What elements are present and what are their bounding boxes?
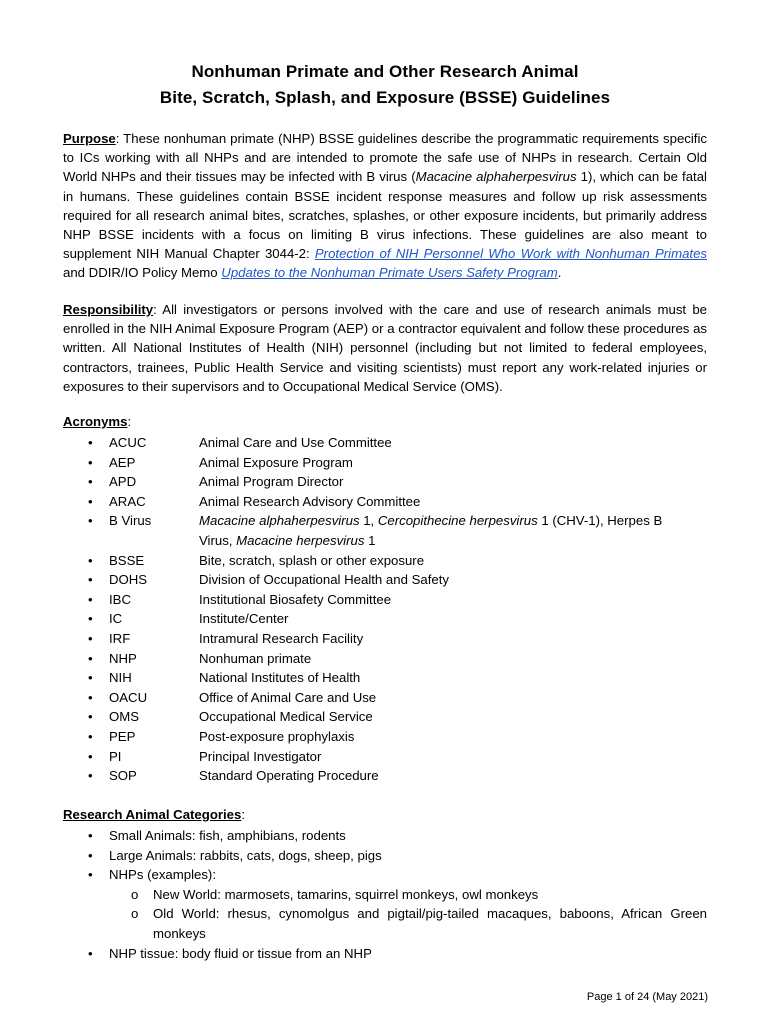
responsibility-text: : All investigators or persons involved with the care and use of research animals must be enrolled in the NIH Animal Exposure Program (AEP) or a contractor equivalent and follow these procedures as written. All National Institutes of Health (NIH) personnel (including but not limited to federal employees, contractors, trainees, Public Health Service and visiting scientists) must report any work-related injuries or exposures to their supervisors and to Occupational Medical Service (OMS). [63,302,707,394]
acronym-definition: Institutional Biosafety Committee [199,591,392,607]
categories-colon: : [241,807,246,822]
bullet-icon: • [88,828,93,843]
acronym: PI [109,748,122,764]
hollow-bullet-icon: o [131,886,139,902]
link-nhp-users-safety-program[interactable]: Updates to the Nonhuman Primate Users Safety Program [221,265,558,281]
acronym: ARAC [109,493,146,509]
list-item [63,766,703,786]
acronym-definition [199,511,679,550]
bullet-icon: • [88,552,93,568]
acronym-definition: National Institutes of Health [199,670,361,686]
list-item [63,492,703,512]
purpose-text-1: : These nonhuman primate (NHP) BSSE guidelines describe the programmatic requirements specific to ICs working with all NHPs and are intended to promote the safe use of NHPs in research. Certain Old World NHPs and their tissues may be infected with B virus ( [63,131,707,185]
document-title-line2: Bite, Scratch, Splash, and Exposure (BSSE) Guidelines [159,88,611,107]
list-item [63,590,703,610]
bullet-icon: • [88,945,93,961]
bullet-icon: • [88,650,93,666]
subcategory-text: New World: marmosets, tamarins, squirrel monkeys, owl monkeys [153,886,539,902]
categories-list [63,826,713,963]
subcategory-text: Old World: rhesus, cynomolgus and pigtail/pig-tailed macaques, baboons, African Green monkeys [153,906,707,941]
acronym: NHP [109,650,137,666]
acronym: SOP [109,768,137,784]
bullet-icon: • [88,728,93,744]
category-text: Large Animals: rabbits, cats, dogs, sheep, pigs [109,847,382,863]
bullet-icon: • [88,867,93,883]
acronym-definition: Division of Occupational Health and Safety [199,572,449,588]
list-item [63,609,703,629]
categories-heading: Research Animal Categories [63,807,242,822]
list-item [63,707,703,727]
acronyms-list [63,433,703,786]
bullet-icon: • [88,689,93,705]
document-title-line1: Nonhuman Primate and Other Research Animal [191,62,579,81]
acronym-definition: Animal Exposure Program [199,454,353,470]
hollow-bullet-icon: o [131,906,139,922]
acronym: NIH [109,670,132,686]
category-text: NHPs (examples): [109,867,216,883]
bullet-icon: • [88,611,93,627]
virus-name: Cercopithecine herpesvirus [377,513,538,529]
bullet-icon: • [88,454,93,470]
acronym-definition: Animal Care and Use Committee [199,435,392,450]
list-item [63,433,703,453]
bullet-icon: • [88,709,93,725]
definition-text: 1, [359,513,378,529]
acronym: DOHS [109,572,148,588]
acronym: IBC [109,591,131,607]
acronym: BSSE [109,552,145,568]
bullet-icon: • [88,513,93,529]
list-item [63,551,703,571]
acronyms-heading: Acronyms [63,414,128,429]
acronym-definition: Institute/Center [199,611,289,627]
bullet-icon: • [88,768,93,784]
definition-text: 1 (CHV-1), Herpes B Virus, [199,513,663,548]
page-footer: Page 1 of 24 (May 2021) [586,991,708,1003]
bullet-icon: • [88,748,93,764]
acronym-definition: Bite, scratch, splash or other exposure [199,552,425,568]
category-text: NHP tissue: body fluid or tissue from an NHP [109,945,372,961]
bullet-icon: • [88,474,93,490]
purpose-text-4: . [557,265,562,281]
virus-name: Macacine alphaherpesvirus [199,513,360,529]
responsibility-paragraph [63,300,707,396]
purpose-paragraph [63,129,707,283]
bullet-icon: • [88,435,93,450]
acronym-definition: Standard Operating Procedure [199,768,379,784]
acronym: PEP [109,728,136,744]
purpose-text-3: and DDIR/IO Policy Memo [63,265,222,281]
bullet-icon: • [88,591,93,607]
list-item [63,453,703,473]
acronym: IC [109,611,123,627]
acronym-definition: Intramural Research Facility [199,630,364,646]
bullet-icon: • [88,847,93,863]
virus-name: Macacine herpesvirus [236,532,365,548]
category-text: Small Animals: fish, amphibians, rodents [109,828,346,843]
bullet-icon: • [88,670,93,686]
acronym: OACU [109,689,148,705]
bullet-icon: • [88,630,93,646]
list-item [63,511,703,550]
responsibility-heading: Responsibility [63,302,154,317]
definition-text: 1 [364,532,376,548]
purpose-text-2: 1), which can be fatal in humans. These guidelines contain BSSE incident response measures and follow up risk assessments required for all research animal bites, scratches, splashes, or other exposure incidents, but primarily address NHP BSSE incidents with a focus on limiting B virus infections. These guidelines are also meant to supplement NIH Manual Chapter 3044-2: [63,169,707,262]
acronym: OMS [109,709,140,725]
acronym-definition: Principal Investigator [199,748,322,764]
link-protection-of-nih-personnel[interactable]: Protection of NIH Personnel Who Work with Nonhuman Primates [314,246,707,262]
bullet-icon: • [88,493,93,509]
list-item [63,727,703,747]
acronym: IRF [109,630,131,646]
acronym-definition: Animal Research Advisory Committee [199,493,421,509]
list-item [63,826,713,846]
list-item [63,846,713,866]
list-item [63,629,703,649]
list-item [63,865,713,885]
sub-list-item [63,904,713,943]
acronym-definition: Post-exposure prophylaxis [199,728,355,744]
acronym-definition: Nonhuman primate [199,650,312,666]
purpose-heading: Purpose [63,131,116,146]
acronym: APD [109,474,137,490]
list-item [63,472,703,492]
list-item [63,570,703,590]
list-item [63,747,703,767]
acronym: B Virus [109,513,152,529]
acronym-definition: Animal Program Director [199,474,344,490]
acronym: ACUC [109,435,147,450]
acronyms-colon: : [127,414,132,429]
list-item [63,668,703,688]
acronym-definition: Occupational Medical Service [199,709,373,725]
categories-section-heading [63,807,245,822]
acronyms-section-heading [63,414,131,429]
acronym: AEP [109,454,136,470]
purpose-virus-name: Macacine alphaherpesvirus [415,169,577,185]
list-item [63,688,703,708]
list-item [63,649,703,669]
list-item [63,944,713,964]
bullet-icon: • [88,572,93,588]
acronym-definition: Office of Animal Care and Use [199,689,377,705]
sub-list-item [63,885,713,905]
